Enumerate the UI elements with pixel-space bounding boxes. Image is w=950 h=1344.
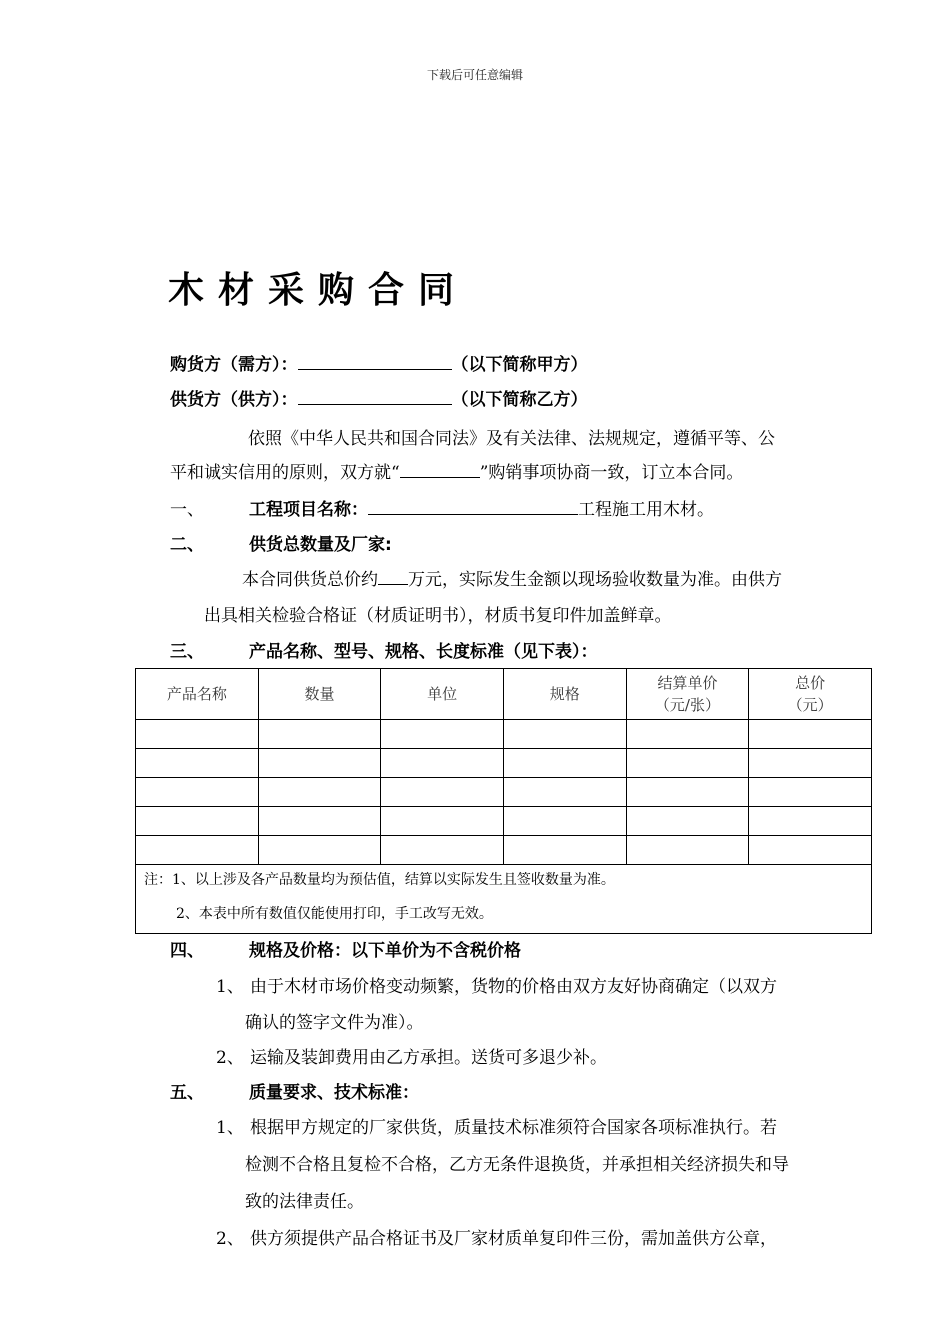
intro-line-2a: 平和诚实信用的原则，双方就“ — [170, 463, 400, 483]
buyer-line — [170, 350, 588, 375]
seller-line — [170, 385, 588, 410]
section5-item1-num: 1、 — [216, 1118, 244, 1138]
table-cell[interactable] — [503, 749, 626, 778]
table-cell[interactable] — [381, 720, 504, 749]
table-cell[interactable] — [136, 836, 259, 865]
table-cell[interactable] — [503, 720, 626, 749]
section2-num: 二、 — [170, 535, 204, 555]
intro-line-2b: ”购销事项协商一致，订立本合同。 — [479, 463, 744, 483]
section2-line-2: 出具相关检验合格证（材质证明书），材质书复印件加盖鲜章。 — [204, 606, 672, 626]
buyer-blank[interactable] — [298, 355, 452, 370]
section4-item1-line2: 确认的签字文件为准）。 — [245, 1013, 424, 1033]
table-cell[interactable] — [258, 749, 381, 778]
section4-item1-num: 1、 — [216, 977, 244, 997]
table-note-row — [136, 865, 872, 934]
section4-num: 四、 — [170, 941, 204, 961]
table-cell[interactable] — [503, 778, 626, 807]
section5-item2-num: 2、 — [216, 1229, 244, 1249]
table-row — [136, 778, 872, 807]
section4-item2: 运输及装卸费用由乙方承担。送货可多退少补。 — [250, 1048, 607, 1068]
section2-label: 供货总数量及厂家: — [249, 535, 392, 555]
section1-num: 一、 — [170, 500, 204, 520]
section5-label: 质量要求、技术标准： — [249, 1083, 419, 1103]
section1-suffix: 工程施工用木材。 — [578, 500, 714, 520]
section3-num: 三、 — [170, 642, 204, 662]
seller-label: 供货方（供方）： — [170, 390, 298, 410]
header-total-price: 总价 （元） — [749, 669, 872, 720]
table-cell[interactable] — [136, 720, 259, 749]
header-spec: 规格 — [503, 669, 626, 720]
table-cell[interactable] — [258, 836, 381, 865]
table-cell[interactable] — [749, 749, 872, 778]
section4-item2-num: 2、 — [216, 1048, 244, 1068]
table-row — [136, 720, 872, 749]
table-cell[interactable] — [258, 807, 381, 836]
section5-item1-line1: 根据甲方规定的厂家供货，质量技术标准须符合国家各项标准执行。若 — [250, 1118, 777, 1138]
table-cell[interactable] — [749, 778, 872, 807]
section1-line — [249, 495, 714, 520]
table-note — [136, 865, 872, 934]
table-cell[interactable] — [381, 836, 504, 865]
table-cell[interactable] — [626, 807, 749, 836]
total-price-blank[interactable] — [378, 570, 408, 585]
seller-suffix: （以下简称乙方） — [451, 390, 588, 410]
header-unit: 单位 — [381, 669, 504, 720]
project-name-blank[interactable] — [368, 500, 578, 515]
table-cell[interactable] — [136, 749, 259, 778]
section5-item1-line2: 检测不合格且复检不合格，乙方无条件退换货，并承担相关经济损失和导 — [245, 1155, 789, 1175]
intro-line-1: 依照《中华人民共和国合同法》及有关法律、法规规定，遵循平等、公 — [248, 429, 775, 449]
section3-label: 产品名称、型号、规格、长度标准（见下表）： — [249, 642, 598, 662]
table-cell[interactable] — [258, 778, 381, 807]
section4-item1-line1: 由于木材市场价格变动频繁，货物的价格由双方友好协商确定（以双方 — [250, 977, 777, 997]
buyer-label: 购货方（需方）： — [170, 355, 298, 375]
section4-label: 规格及价格：以下单价为不含税价格 — [249, 941, 521, 961]
section5-item2: 供方须提供产品合格证书及厂家材质单复印件三份，需加盖供方公章， — [250, 1229, 777, 1249]
table-note-2: 2、本表中所有数值仅能使用打印，手工改写无效。 — [176, 906, 493, 922]
item-blank[interactable] — [400, 463, 480, 478]
table-cell[interactable] — [258, 720, 381, 749]
section5-item1-line3: 致的法律责任。 — [245, 1192, 364, 1212]
table-note-1: 注：1、以上涉及各产品数量均为预估值，结算以实际发生且签收数量为准。 — [144, 872, 615, 888]
table-cell[interactable] — [381, 778, 504, 807]
table-cell[interactable] — [626, 778, 749, 807]
section2-line-1b: 万元，实际发生金额以现场验收数量为准。由供方 — [408, 570, 782, 590]
table-cell[interactable] — [381, 749, 504, 778]
header-note: 下载后可任意编辑 — [426, 68, 523, 82]
header-quantity: 数量 — [258, 669, 381, 720]
table-row — [136, 749, 872, 778]
table-cell[interactable] — [749, 807, 872, 836]
document-title: 木材采购合同 — [168, 270, 469, 311]
section2-line-1a: 本合同供货总价约 — [242, 570, 378, 590]
header-unit-price: 结算单价 （元/张） — [626, 669, 749, 720]
table-cell[interactable] — [381, 807, 504, 836]
table-cell[interactable] — [136, 807, 259, 836]
section2-line-1 — [242, 565, 782, 590]
section5-num: 五、 — [170, 1083, 204, 1103]
table-row — [136, 807, 872, 836]
table-cell[interactable] — [626, 836, 749, 865]
section1-label: 工程项目名称： — [249, 500, 368, 520]
header-product-name: 产品名称 — [136, 669, 259, 720]
intro-line-2 — [170, 458, 743, 483]
table-row — [136, 836, 872, 865]
table-cell[interactable] — [503, 836, 626, 865]
table-header-row — [136, 669, 872, 720]
table-cell[interactable] — [749, 720, 872, 749]
table-cell[interactable] — [503, 807, 626, 836]
table-cell[interactable] — [626, 749, 749, 778]
seller-blank[interactable] — [298, 390, 452, 405]
table-cell[interactable] — [626, 720, 749, 749]
table-cell[interactable] — [136, 778, 259, 807]
product-table — [135, 668, 872, 934]
table-cell[interactable] — [749, 836, 872, 865]
buyer-suffix: （以下简称甲方） — [451, 355, 588, 375]
